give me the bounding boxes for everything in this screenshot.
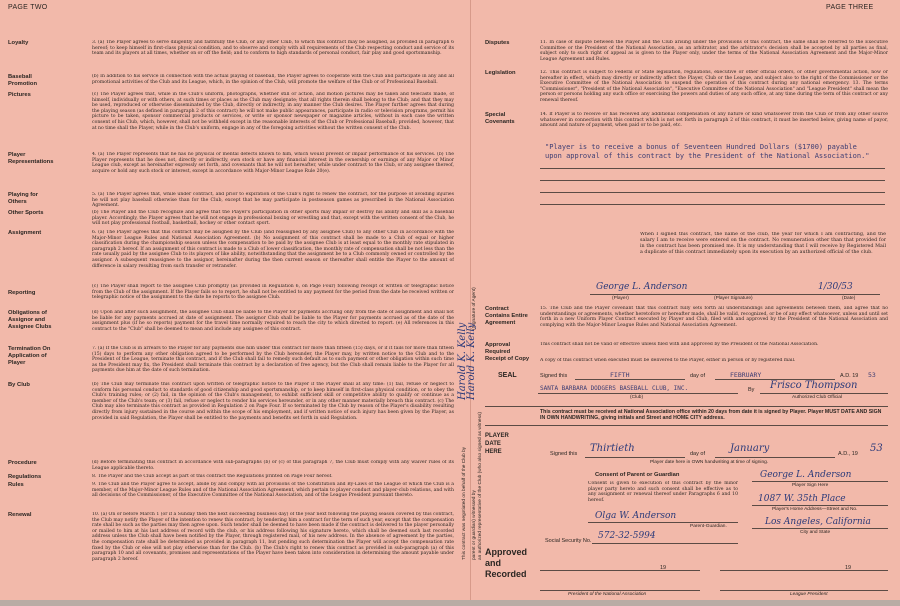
section-text: 8. The Player and the Club accept as part of this contract the Regulations printed on Page Four hereof. <box>92 474 333 479</box>
section-text: 7. (a) If the Club is in arrears to the Player for any payments due him under this contract for more than fifteen (15) days, or if it fails for more than fifteen (15) days to perform any other obligation agreed to be performed by the Club hereunder, the Player may, by written notice to the Club and to the President of the League, terminate this contract, and if the Club shall fail to remedy such default as to such payment or other obligation within such time as the President may fix, the President shall terminate this contract by a declaration of free agency, but the Club shall remain liable to the Player for all payments due him at the date of such termination. <box>92 346 454 374</box>
section-label: Loyalty <box>8 40 29 46</box>
signing-note: When I signed this contract, the name of the club, the year for which I am contracting, and the salary I am to receive were entered on the contract. No remuneration other than that provided for in the contract has been promised me. It is my understanding that I will receive by Registered Mail a duplicate of this contract immediately upon its execution by an authorized official of the club. <box>640 232 886 255</box>
section-text: 9. The Club and the Player agree to accept, abide by and comply with all provisions of the Constitution and By-Laws of the League of which the Club is a member, of the Major-Minor League Rules and of the National Association Agreement, which pertain to player conduct and player-club relations, and with all decisions of the Commissioner, of the Executive Committee of the National Association, and of the League President pursuant thereto. <box>92 482 454 499</box>
player-sign-signature: George L. Anderson <box>760 470 852 480</box>
section-text: This contract shall not be valid or effective unless filed with and approved by the President of the National Association. <box>540 342 819 347</box>
city-line <box>752 528 888 529</box>
covenant-line <box>540 204 885 205</box>
section-text: 3. (a) The Player agrees to serve diligently and faithfully the Club, or any other Club, to which this contract may be assigned, as provided in paragraph 6 hereof; to keep himself in first-class physical condition, and to observe and comply with all requirements of the Club respecting conduct and service of its team and its players at all times, whether on or off the field; and to conform to high standards of personal conduct, fair play and good sportsmanship. <box>92 40 454 57</box>
vertical-note-3: an authorized representative of the Club (who also signed as witness) <box>478 412 483 560</box>
section-text: 12. This contract is subject to Federal or State legislation, regulations, executive or other official orders, or other governmental action, now or hereafter in effect, which may directly or indirectly affect the Player, Club or the League, and subject also to the right of the Commissioner or the Executive Committee of the National Association to suspend the operation of this contract during any national emergency. 13. The terms "Commissioner", "President of the National Association", "Executive Committee of the National Association" and "League President" shall mean the person or persons holding any such office or exercising the powers and duties of any such office, at any time during the term of this contract or any renewal thereof. <box>540 70 888 103</box>
section-text: 11. In case of dispute between the Player and the Club arising under the provisions of this contract, the same shall be referred to the Executive Committee or the President of the National Association, as an arbitrator, and the arbitrator's decision shall be accepted by all parties as final, subject only to such right of appeal as is given to the Player only, under the terms of the National Association Agreement and the Major-Minor League Agreement and Rules. <box>540 40 888 62</box>
player-signature: George L. Anderson <box>596 282 688 292</box>
section-label: Other Sports <box>8 210 44 216</box>
seal-signed-this: Signed this <box>540 373 568 379</box>
section-label: Obligations of Assignor and Assignee Clubs <box>8 310 52 330</box>
approved-year-2: 19 <box>845 565 852 571</box>
section-text: 14. If Player is to receive or has received any additional compensation of any nature or kind whatsoever from the Club or from any other source whatsoever in connection with this contract which is not set forth in paragraph 2 of this contract, it must be inserted below, giving name of payor, amount and nature of payment, when paid or to be paid, etc. <box>540 112 888 129</box>
player-sign-line <box>752 481 888 482</box>
city-label: City and State <box>800 530 831 535</box>
fold-line <box>470 0 471 600</box>
guardian-signature: Olga W. Anderson <box>595 511 677 521</box>
section-text: (d) Upon and after such assignment, the assignee Club shall be liable to the Player for payments accruing only from the date of assignment and shall not be liable for any payments accrued at date of assignment. The assignor Club shall be liable to the Player for payments accrued as of the date of the assignment plus (if he so reports) payment for the travel time normally required to reach the city to which directed to report. (e) All references in this contract to the "Club" shall be deemed to mean and include any assignee of this contract. <box>92 310 454 332</box>
consent-title: Consent of Parent or Guardian <box>595 472 680 478</box>
player-day-label: day of <box>690 451 705 457</box>
date-label: (Date) <box>842 296 856 301</box>
section-text: 6. (a) The Player agrees that this contract may be assigned by the Club (and reassigned by any assignee Club) to any other Club in accordance with the Major-Minor League Rules and National Association Agreement. (b) No assignment of this contract shall be made to a Club of equal or higher classification during the championship season unless the compensation to be paid by the assignee Club is at least equal to the monthly rate stipulated in paragraph 2 hereof. If an assignment of this contract is made to a Club of lower classification, the monthly rate of compensation shall be not less than the rate usually paid by the assignee Club to its players of like ability, notwithstanding that the assignment be to a Club commonly owned or controlled by the assignor. A subsequent reassignee to the assignor, hereinafter during the then current season or thereafter shall entitle the Player to the amount of difference in salary resulting from such transfer or retransfer. <box>92 230 454 269</box>
section-label: Disputes <box>485 40 510 46</box>
ssn-value: 572-32-5994 <box>598 531 656 541</box>
section-label: Renewal <box>8 512 32 518</box>
section-label: Approval Required <box>485 342 511 355</box>
approved-line-1 <box>540 570 700 571</box>
club-name: SANTA BARBARA DODGERS BASEBALL CLUB, INC. <box>540 385 689 392</box>
by-label: By <box>748 387 755 393</box>
section-label: Termination On Application of Player <box>8 346 51 366</box>
player-label: (Player) <box>612 296 629 301</box>
seal-year: 53 <box>868 371 876 379</box>
vertical-note-4: (Signature of Agent) <box>472 287 477 330</box>
section-label: Baseball Promotion <box>8 74 37 87</box>
section-text: A copy of this contract when executed must be delivered to the Player, either in person or by registered mail. <box>540 358 796 363</box>
vertical-signature-2: Harold K. Kelly <box>466 322 477 400</box>
section-label: Pictures <box>8 92 31 98</box>
league-line <box>720 590 888 591</box>
section-label: Contract Contains Entire Agreement <box>485 306 528 326</box>
player-year-prefix: A.D., 19 <box>838 451 858 457</box>
recorded-label: Recorded <box>485 569 527 579</box>
player-year: 53 <box>870 443 883 454</box>
covenant-line <box>540 168 885 169</box>
section-text: (c) The Player shall report to the assignee Club promptly (as provided in Regulation 6, on Page Four) following receipt of written or telegraphic notice from the Club of the assignment. If the Player fails so to report, he shall not be entitled to any payment for the period from the date he received written or telegraphic notice of the assignment to the date he reports to the assignee Club. <box>92 284 454 301</box>
section-label: Receipt of Copy <box>485 356 530 362</box>
section-label: Playing for Others <box>8 192 38 205</box>
section-text: (b) In addition to his service in connection with the actual playing of baseball, the Player agrees to cooperate with the Club and participate in any and all promotional activities of the Club and its League, which, in the opinion of the Club, will promote the welfare of the Club or of Professional Baseball. <box>92 74 454 85</box>
notice-text: This contract must be received at National Association office within 20 days from date it is signed by Player. Player MUST DATE AND SIGN IN OWN HANDWRITING, giving initials and Street and HOME CITY address. <box>540 409 882 422</box>
guardian-label: Parent-Guardian. <box>690 524 727 529</box>
section-label: Rules <box>8 482 24 488</box>
player-signature-date: 1/30/53 <box>818 282 853 292</box>
section-text: 5. (a) The Player agrees that, while under contract, and prior to expiration of the Club's right to renew the contract, for the purpose of avoiding injuries he will not play baseball otherwise than for the Club, except that he may participate in postseason games as prescribed in the National Association Agreement. <box>92 192 454 209</box>
player-address: 1087 W. 35th Place <box>758 494 846 504</box>
seal-label: SEAL <box>498 372 517 379</box>
page-three-header: PAGE THREE <box>826 4 874 11</box>
address-line <box>752 505 888 506</box>
player-sig-line <box>590 294 880 295</box>
seal-day-line <box>575 379 685 380</box>
address-label: Player's Home Address—Street and No. <box>772 507 858 512</box>
section-text: 4. (a) The Player represents that he has no physical or mental defects known to him, which would prevent or impair performance of his services. (b) The Player represents that he does not, directly or indirectly, own stock or have any financial interest in the ownership or earnings of any Major or Minor League club, except as hereinafter expressly set forth, and covenants that he will not hereafter, while under contract to the Club, or any assignee thereof, acquire or hold any such stock or interest, except in accordance with Major-Minor League Rule 20(e). <box>92 152 454 174</box>
seal-month: FEBRUARY <box>730 371 762 379</box>
player-signed-this: Signed this <box>550 451 578 457</box>
section-text: (b) The Player and the Club recognize and agree that the Player's participation in other sports may impair or destroy his ability and skill as a baseball player. Accordingly, the Player agrees that he will not engage in professional boxing or wrestling and that, except with the written consent of the Club, he will not play professional football, basketball, hockey or other contact sport. <box>92 210 454 227</box>
player-date-label-3: HERE <box>485 449 502 455</box>
official-label: Authorized Club Official <box>792 395 843 400</box>
and-label: and <box>485 558 502 568</box>
president-label: President of the National Association <box>568 592 647 597</box>
section-text: (b) The Club may terminate this contract upon written or telegraphic notice to the Player if the Player shall at any time: (1) fail, refuse or neglect to conform his personal conduct to standards of good citizenship and good sportsmanship, or to keep himself in first-class physical condition, or to obey the Club's training rules; or (2) fail, in the opinion of the Club's management, to exhibit sufficient skill or competitive ability to qualify or continue as a member of the Club's team; or (3) fail, refuse or neglect to render his services hereunder, or in any other manner materially breach this contract. (c) The Club may also terminate this contract as provided in Regulation 2 on Page Four. If so terminated by the Club by reason of the Player's disability resulting directly from injury sustained in the course and within the scope of his employment, and if written notice of such injury has been given by the Player, as provided in said Regulation, the Player shall be entitled to the payments and benefits set forth in said Regulation. <box>92 382 454 421</box>
section-label: Reporting <box>8 290 36 296</box>
covenant-line <box>540 192 885 193</box>
player-month: January <box>730 443 770 454</box>
league-label: League President <box>790 592 828 597</box>
section-text: (c) The Player agrees that, while in the Club's uniform, photographs, whether still or action, and motion pictures may be taken and telecasts made, of himself, individually or with others, at such times or places as the Club may designate; that all rights therein shall belong to the Club; and that they may be used, reproduced or otherwise disseminated by the Club, directly or indirectly, in any manner the Club desires. The Player further agrees that during the playing season (as defined in paragraph 2 of this contract) he will not make public appearances, participate in radio or television programs, permit his picture to be taken, sponsor commercial products or services, or write or sponsor newspaper or magazine articles, without in each case the written consent of his Club, which, however, shall not be withheld except in the reasonable interests of the Club or Professional Baseball; provided, however, that at no time shall the Player, while in the Club's uniform, engage in any of the foregoing activities without the written consent of the Club. <box>92 92 454 131</box>
official-line <box>760 393 888 394</box>
club-line <box>538 393 738 394</box>
player-day-line <box>585 457 685 458</box>
rule-line <box>485 425 888 426</box>
official-signature: Frisco Thompson <box>770 380 858 391</box>
section-text: (d) Before terminating this contract in accordance with sub-paragraphs (b) or (c) of this paragraph 7, the Club must comply with any waiver rules of its League applicable thereto. <box>92 460 454 471</box>
vertical-note-1: This contract was negotiated on behalf of the Club by <box>462 446 467 560</box>
president-line <box>540 590 700 591</box>
page-two-header: PAGE TWO <box>8 4 48 11</box>
vertical-signature-1: Harold K. Kelly <box>457 322 468 400</box>
player-date-hint: Player date here in OWN handwriting at time of signing. <box>650 460 769 465</box>
section-label: Legislation <box>485 70 516 76</box>
seal-day: FIFTH <box>610 371 630 379</box>
player-day: Thirtieth <box>590 443 635 454</box>
section-label: Player Representations <box>8 152 54 165</box>
approved-label: Approved <box>485 547 528 557</box>
page-shadow <box>0 600 900 606</box>
player-city: Los Angeles, California <box>765 517 871 527</box>
ssn-line <box>592 543 738 544</box>
player-sig-label: (Player Signature) <box>714 296 753 301</box>
section-label: Regulations <box>8 474 42 480</box>
special-covenant-typed: "Player is to receive a bonus of Seventeen Hundred Dollars ($1700) payable upon approval of this contract by the President of the National Association." <box>545 143 870 160</box>
player-date-label-1: PLAYER <box>485 433 509 439</box>
approved-year-1: 19 <box>660 565 667 571</box>
club-label: (Club) <box>630 395 644 400</box>
section-label: Special Covenants <box>485 112 515 125</box>
section-label: Procedure <box>8 460 37 466</box>
ssn-label: Social Security No. <box>545 538 592 544</box>
player-date-label-2: DATE <box>485 441 501 447</box>
section-text: 15. The Club and the Player covenant that this contract fully sets forth all understandings and agreements between them, and agree that no understandings or agreements, whether heretofore or hereafter made, shall be valid, recognized, or be of any effect whatsoever, unless and until set forth in a new Uniform Player Contract executed by Player and Club, filed with and approved by the President of the National Association and complying with the Major-Minor League Rules and National Association Agreement. <box>540 306 888 328</box>
consent-text: Consent is given to execution of this contract by the minor player party hereto and such consent shall be effective as to any assignment or renewal thereof under Paragraphs 6 and 10 hereof. <box>588 481 738 503</box>
player-month-line <box>715 457 835 458</box>
seal-day-label: day of <box>690 373 705 379</box>
section-text: 10. (a) On or before March 1 (or if a Sunday then the next succeeding business day) of the year next following the playing season covered by this contract, the Club may notify the Player of the intention to renew this contract, by tendering him a contract for the term of such year, except that the compensation rate shall be such as the parties may then agree upon. Such tender shall be deemed to have been made if the contract is delivered to the player personally or mailed to him at his last address of record with the club, or his address following his signature hereto, which shall be deemed such last recorded address unless the Club shall have been notified by the Player, through registered mail, of his new address. In the absence of agreement by the parties, the compensation rate shall be determined as provided in paragraph 11, but pending such determination the Player will accept the compensation rate fixed by the Club or else will not play otherwise than for the Club. (b) The Club's right to renew this contract as provided in sub-paragraph (a) of this paragraph 10 and all covenants, promises and representations of the Player have been taken into consideration in determining the amount payable under paragraph 2 hereof. <box>92 512 454 562</box>
guardian-line <box>588 522 738 523</box>
vertical-note-2: parent or guardian) witnessed by <box>472 490 477 560</box>
player-sign-label: Player Sign Here <box>792 483 829 488</box>
section-label: Assignment <box>8 230 42 236</box>
covenant-line <box>540 180 885 181</box>
rule-line <box>485 406 888 407</box>
seal-year-prefix: A.D. 19 <box>840 373 859 379</box>
section-label: By Club <box>8 382 30 388</box>
approved-line-2 <box>720 570 888 571</box>
